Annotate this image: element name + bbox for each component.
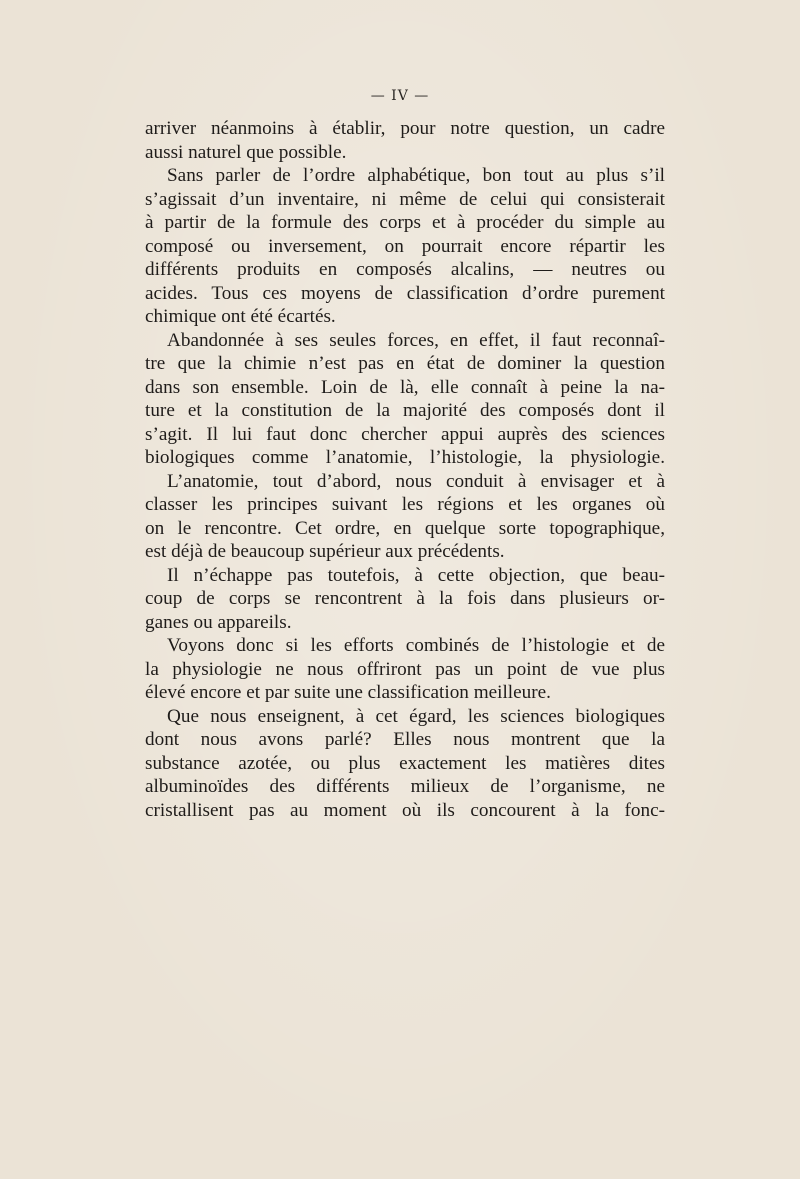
text-line: tre que la chimie n’est pas en état de dominer la question: [145, 353, 665, 374]
text-line: ture et la constitution de la majorité des composés dont il: [145, 400, 665, 421]
text-line: Abandonnée à ses seules forces, en effet, il faut reconnaî-: [167, 329, 665, 351]
text-line: à partir de la formule des corps et à procéder du simple au: [145, 212, 665, 233]
text-line: biologiques comme l’anatomie, l’histologie, la physiologie.: [145, 447, 665, 468]
text-line: s’agissait d’un inventaire, ni même de celui qui consisterait: [145, 188, 665, 210]
text-line: différents produits en composés alcalins, — neutres ou: [145, 259, 665, 280]
text-line: albuminoïdes des différents milieux de l’organisme, ne: [145, 776, 665, 797]
body-text: [145, 117, 665, 822]
text-line: Sans parler de l’ordre alphabétique, bon tout au plus s’il: [167, 165, 665, 186]
text-line: on le rencontre. Cet ordre, en quelque sorte topographique,: [145, 517, 665, 539]
page-number: — IV —: [370, 88, 430, 104]
text-line: élevé encore et par suite une classification meilleure.: [145, 682, 551, 703]
text-line: Voyons donc si les efforts combinés de l’histologie et de: [167, 635, 665, 656]
text-line: coup de corps se rencontrent à la fois dans plusieurs or-: [145, 588, 665, 609]
text-line: s’agit. Il lui faut donc chercher appui auprès des sciences: [145, 423, 665, 445]
text-line: composé ou inversement, on pourrait encore répartir les: [145, 235, 665, 257]
text-line: dont nous avons parlé? Elles nous montrent que la: [145, 729, 665, 750]
text-line: acides. Tous ces moyens de classification d’ordre purement: [145, 282, 665, 304]
text-line: aussi naturel que possible.: [145, 141, 347, 163]
text-line: arriver néanmoins à établir, pour notre question, un cadre: [145, 118, 665, 139]
text-line: chimique ont été écartés.: [145, 306, 336, 327]
text-line: classer les principes suivant les régions et les organes où: [145, 494, 665, 515]
text-line: Il n’échappe pas toutefois, à cette objection, que beau-: [167, 564, 665, 586]
text-line: la physiologie ne nous offriront pas un point de vue plus: [145, 658, 665, 680]
text-line: cristallisent pas au moment où ils concourent à la fonc-: [145, 799, 665, 821]
text-line: dans son ensemble. Loin de là, elle connaît à peine la na-: [145, 376, 665, 398]
text-line: L’anatomie, tout d’abord, nous conduit à envisager et à: [167, 470, 665, 492]
text-line: substance azotée, ou plus exactement les matières dites: [145, 752, 665, 774]
text-line: Que nous enseignent, à cet égard, les sciences biologiques: [167, 705, 665, 727]
text-line: ganes ou appareils.: [145, 611, 292, 633]
text-line: est déjà de beaucoup supérieur aux précédents.: [145, 541, 505, 562]
